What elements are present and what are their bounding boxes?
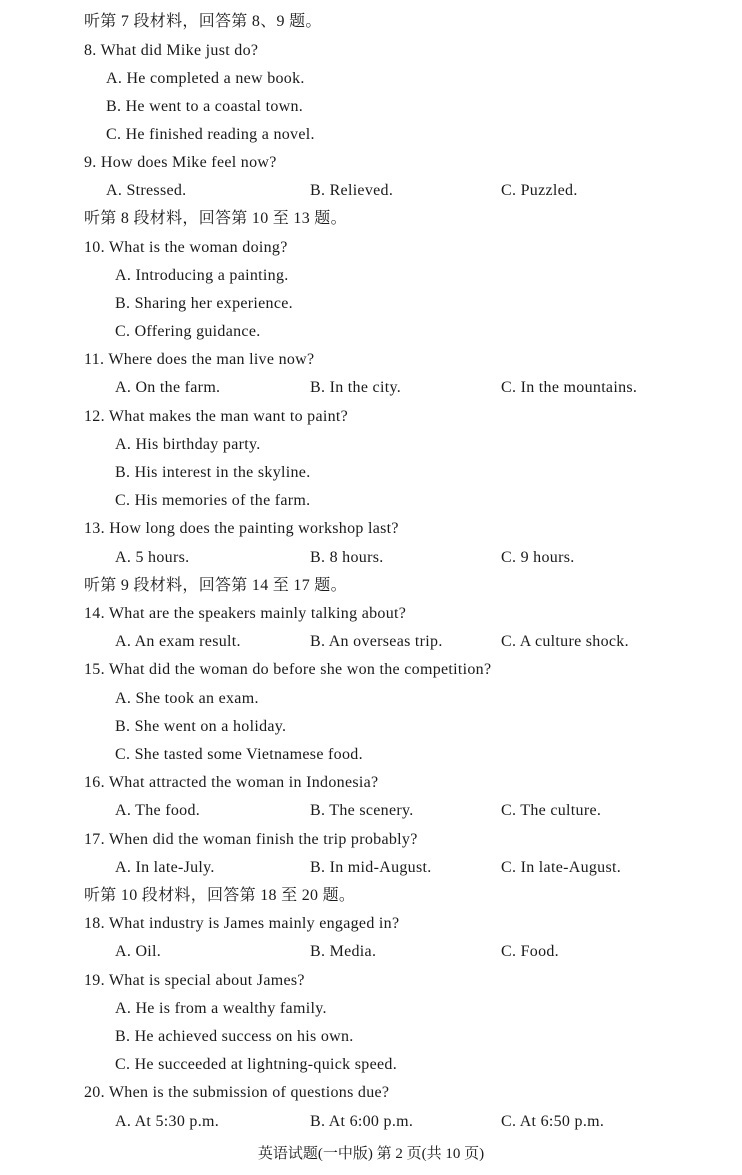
q19-option-b: B. He achieved success on his own. [115, 1028, 354, 1045]
q20-option-c: C. At 6:50 p.m. [501, 1113, 605, 1130]
question-11: 11. Where does the man live now? [84, 351, 315, 368]
q15-option-c: C. She tasted some Vietnamese food. [115, 746, 363, 763]
q10-option-b: B. Sharing her experience. [115, 295, 293, 312]
q13-option-a: A. 5 hours. [115, 549, 190, 566]
q14-options [0, 628, 742, 656]
q15-option-b: B. She went on a holiday. [115, 718, 287, 735]
question-19: 19. What is special about James? [84, 972, 305, 989]
q13-option-b: B. 8 hours. [310, 549, 384, 566]
q17-option-c: C. In late-August. [501, 859, 622, 876]
q9-options [0, 177, 742, 205]
question-10: 10. What is the woman doing? [84, 239, 288, 256]
q12-option-c: C. His memories of the farm. [115, 492, 311, 509]
section-heading-7: 听第 7 段材料，回答第 8、9 题。 [84, 13, 322, 30]
q13-option-c: C. 9 hours. [501, 549, 575, 566]
q9-option-b: B. Relieved. [310, 182, 394, 199]
question-17: 17. When did the woman finish the trip probably? [84, 831, 418, 848]
q14-option-c: C. A culture shock. [501, 633, 629, 650]
q10-option-a: A. Introducing a painting. [115, 267, 289, 284]
section-heading-10: 听第 10 段材料，回答第 18 至 20 题。 [84, 887, 356, 904]
q8-option-b: B. He went to a coastal town. [106, 98, 304, 115]
q9-option-a: A. Stressed. [106, 182, 187, 199]
q13-options [0, 544, 742, 572]
q16-option-c: C. The culture. [501, 802, 602, 819]
q12-option-b: B. His interest in the skyline. [115, 464, 311, 481]
question-8: 8. What did Mike just do? [84, 42, 259, 59]
q17-option-a: A. In late-July. [115, 859, 215, 876]
q8-option-a: A. He completed a new book. [106, 70, 305, 87]
q20-options [0, 1108, 742, 1136]
q16-option-a: A. The food. [115, 802, 201, 819]
question-12: 12. What makes the man want to paint? [84, 408, 349, 425]
question-14: 14. What are the speakers mainly talking about? [84, 605, 407, 622]
q11-options [0, 374, 742, 402]
q9-option-c: C. Puzzled. [501, 182, 578, 199]
section-heading-8: 听第 8 段材料，回答第 10 至 13 题。 [84, 210, 347, 227]
question-20: 20. When is the submission of questions due? [84, 1084, 390, 1101]
question-18: 18. What industry is James mainly engaged in? [84, 915, 400, 932]
page-footer: 英语试题(一中版) 第 2 页(共 10 页) [257, 1146, 485, 1162]
q19-option-c: C. He succeeded at lightning-quick speed. [115, 1056, 397, 1073]
q12-option-a: A. His birthday party. [115, 436, 261, 453]
q18-option-c: C. Food. [501, 943, 559, 960]
question-13: 13. How long does the painting workshop last? [84, 520, 399, 537]
q20-option-b: B. At 6:00 p.m. [310, 1113, 414, 1130]
q14-option-b: B. An overseas trip. [310, 633, 443, 650]
q17-options [0, 854, 742, 882]
q8-option-c: C. He finished reading a novel. [106, 126, 315, 143]
q11-option-a: A. On the farm. [115, 379, 221, 396]
q18-option-b: B. Media. [310, 943, 377, 960]
q10-option-c: C. Offering guidance. [115, 323, 261, 340]
q16-option-b: B. The scenery. [310, 802, 414, 819]
q20-option-a: A. At 5:30 p.m. [115, 1113, 220, 1130]
question-16: 16. What attracted the woman in Indonesia? [84, 774, 379, 791]
q19-option-a: A. He is from a wealthy family. [115, 1000, 327, 1017]
q18-options [0, 938, 742, 966]
question-15: 15. What did the woman do before she won the competition? [84, 661, 492, 678]
section-heading-9: 听第 9 段材料，回答第 14 至 17 题。 [84, 577, 347, 594]
q15-option-a: A. She took an exam. [115, 690, 259, 707]
q14-option-a: A. An exam result. [115, 633, 241, 650]
question-9: 9. How does Mike feel now? [84, 154, 277, 171]
q18-option-a: A. Oil. [115, 943, 162, 960]
q17-option-b: B. In mid-August. [310, 859, 432, 876]
q11-option-c: C. In the mountains. [501, 379, 638, 396]
q11-option-b: B. In the city. [310, 379, 401, 396]
q16-options [0, 797, 742, 825]
